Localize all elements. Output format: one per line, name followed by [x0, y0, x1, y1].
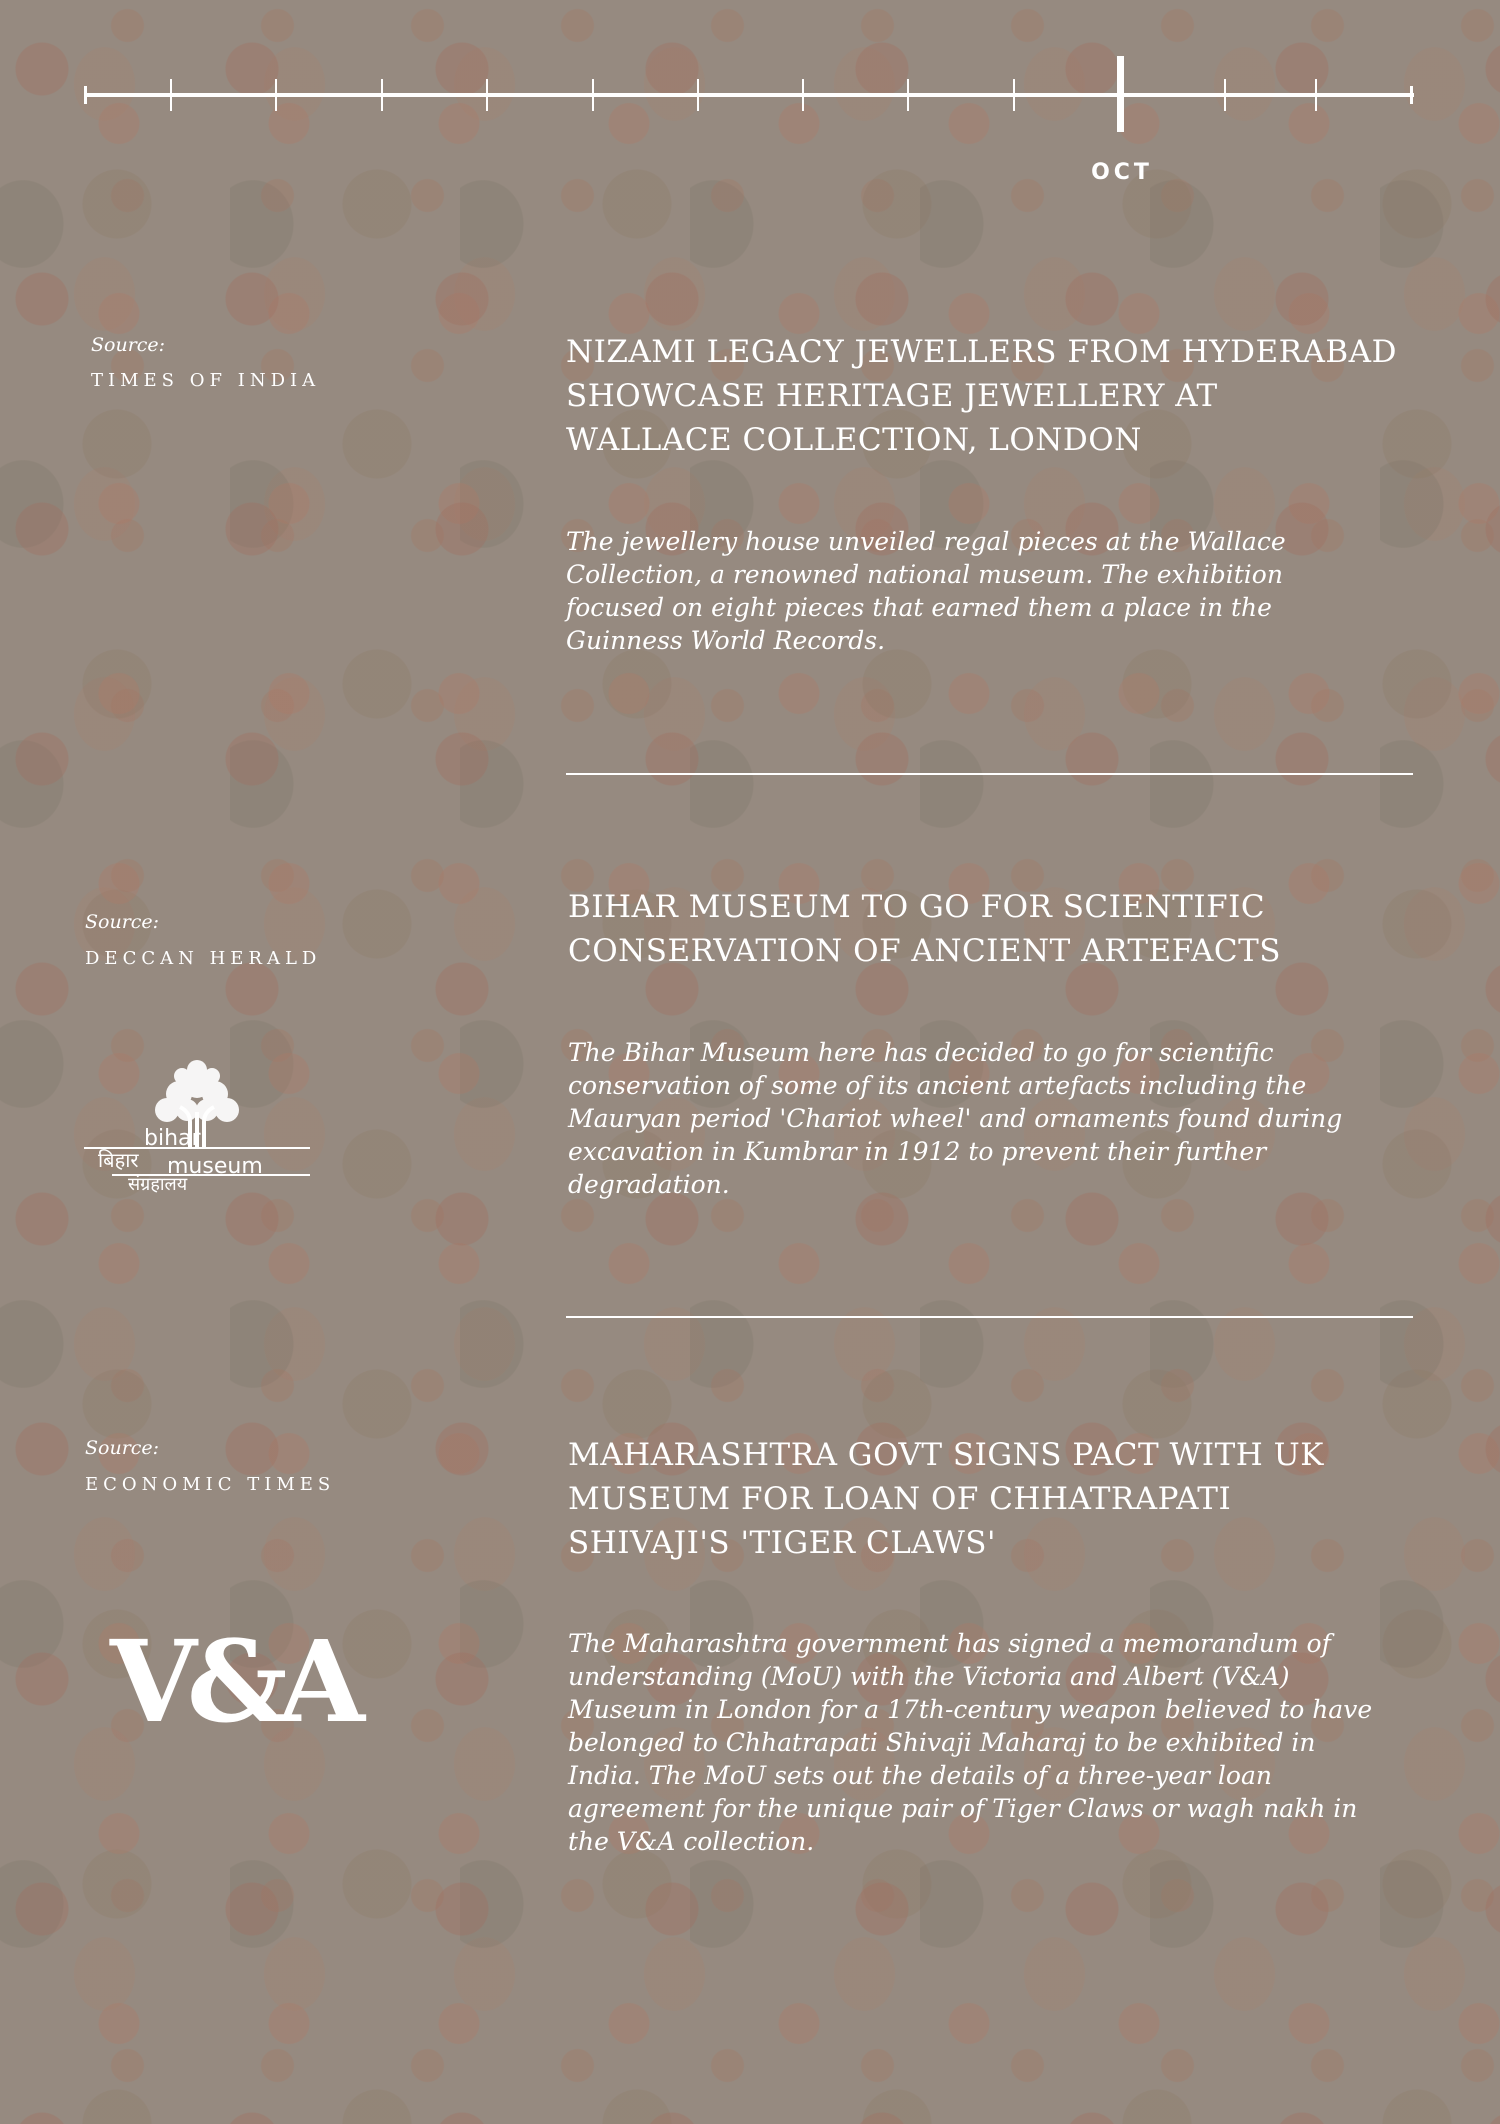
timeline-tick [170, 79, 172, 111]
timeline-tick [275, 79, 277, 111]
timeline-end-cap [1410, 86, 1413, 104]
timeline-axis [84, 93, 1414, 97]
bihar-logo-text-hi-2: संग्रहालय [128, 1174, 188, 1195]
bihar-logo-text-en-2: museum [167, 1154, 263, 1179]
article-divider [566, 773, 1413, 775]
timeline-tick [381, 79, 383, 111]
article-divider [566, 1316, 1413, 1318]
timeline-tick [1224, 79, 1226, 111]
bihar-logo-text-en-1: bihar [144, 1126, 201, 1151]
source-name: ECONOMIC TIMES [85, 1474, 336, 1495]
bihar-logo-text-hi-1: बिहार [98, 1148, 139, 1172]
source-name: DECCAN HERALD [85, 948, 322, 969]
timeline-tick [592, 79, 594, 111]
timeline-tick [1013, 79, 1015, 111]
current-month-label: OCT [1091, 160, 1153, 185]
article-summary: The Maharashtra government has signed a memorandum of understanding (MoU) with the Victoria and Albert (V&A) Museum in London for a 17th-century weapon believed to have belonged to Chhatrapati Shivaji Maharaj to be exhibited in India. The MoU sets out the details of a three-year loan agreement for the unique pair of Tiger Claws or wagh nakh in the V&A collection. [568, 1629, 1373, 1856]
timeline-tick [697, 79, 699, 111]
bihar-museum-logo [82, 1052, 312, 1202]
source-name: TIMES OF INDIA [91, 370, 321, 391]
month-timeline [84, 52, 1414, 185]
article-headline: NIZAMI LEGACY JEWELLERS FROM HYDERABAD SHOWCASE HERITAGE JEWELLERY AT WALLACE COLLECTION, LONDON [566, 334, 1397, 458]
article-summary: The jewellery house unveiled regal pieces at the Wallace Collection, a renowned national museum. The exhibition focused on eight pieces that earned them a place in the Guinness World Records. [566, 527, 1286, 655]
source-label: Source: [91, 334, 166, 356]
timeline-tick [802, 79, 804, 111]
source-label: Source: [85, 911, 160, 933]
timeline-tick [486, 79, 488, 111]
article-headline: BIHAR MUSEUM TO GO FOR SCIENTIFIC CONSERVATION OF ANCIENT ARTEFACTS [568, 889, 1282, 969]
va-logo-text: V&A [110, 1617, 355, 1748]
source-label: Source: [85, 1437, 160, 1459]
timeline-tick [907, 79, 909, 111]
timeline-current-marker [1117, 56, 1124, 132]
article-headline: MAHARASHTRA GOVT SIGNS PACT WITH UK MUSEUM FOR LOAN OF CHHATRAPATI SHIVAJI'S 'TIGER CLAWS' [568, 1437, 1324, 1561]
article-summary: The Bihar Museum here has decided to go for scientific conservation of some of its ancient artefacts including the Mauryan period 'Chariot wheel' and ornaments found during excavation in Kumbrar in 1912 to prevent their further degradation. [568, 1038, 1343, 1199]
timeline-tick [1315, 79, 1317, 111]
va-logo [110, 1617, 355, 1748]
timeline-start-cap [84, 86, 87, 104]
